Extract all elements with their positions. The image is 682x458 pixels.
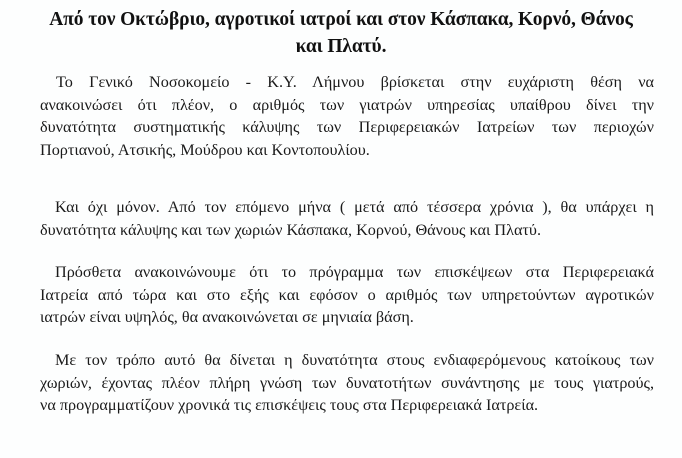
- paragraph-line: να προγραμματίζουν χρονικά τις επισκέψεις τους στα Περιφερειακά Ιατρεία.: [40, 396, 539, 414]
- paragraph-line: Ιατρεία από τώρα και στο εξής και εφόσον ο αριθμός των υπηρετούντων αγροτικών: [40, 285, 654, 304]
- document-title: [0, 6, 682, 60]
- paragraph-new-villages: [40, 196, 654, 241]
- title-line-1: Από τον Οκτώβριο, αγροτικοί ιατροί και στον Κάσπακα, Κορνό, Θάνος: [49, 9, 633, 30]
- paragraph-line: χωριών, έχοντας πλέον πλήρη γνώση των δυνατοτήτων συνάντησης με τους γιατρούς,: [40, 373, 654, 392]
- paragraph-line: δυνατότητα συστηματικής κάλυψης των Περιφερειακών Ιατρείων των περιοχών: [40, 118, 654, 136]
- paragraph-benefit: [40, 349, 654, 417]
- paragraph-line: Πρόσθετα ανακοινώνουμε ότι το πρόγραμμα των επισκέψεων στα Περιφερειακά: [55, 263, 654, 281]
- paragraph-line: Το Γενικό Νοσοκομείο - Κ.Υ. Λήμνου βρίσκεται στην ευχάριστη θέση να: [56, 73, 654, 91]
- paragraph-line: ανακοινώσει ότι πλέον, ο αριθμός των γιατρών υπηρεσίας υπαίθρου δίνει την: [40, 95, 654, 114]
- paragraph-line: Με τον τρόπο αυτό θα δίνεται η δυνατότητα στους ενδιαφερόμενους κατοίκους των: [55, 351, 654, 369]
- paragraph-line: δυνατότητα κάλυψης και των χωριών Κάσπακα, Κορνού, Θάνους και Πλατύ.: [40, 220, 541, 239]
- title-line-2: και Πλατύ.: [295, 36, 387, 57]
- paragraph-line: ιατρών είναι υψηλός, θα ανακοινώνεται σε μηνιαία βάση.: [40, 308, 414, 326]
- paragraph-line: Πορτιανού, Ατσικής, Μούδρου και Κοντοπουλίου.: [40, 140, 370, 159]
- paragraph-line: Και όχι μόνον. Από τον επόμενο μήνα ( μετά από τέσσερα χρόνια ), θα υπάρχει η: [55, 198, 654, 216]
- paragraph-schedule: [40, 261, 654, 329]
- paragraph-announcement: [40, 71, 654, 161]
